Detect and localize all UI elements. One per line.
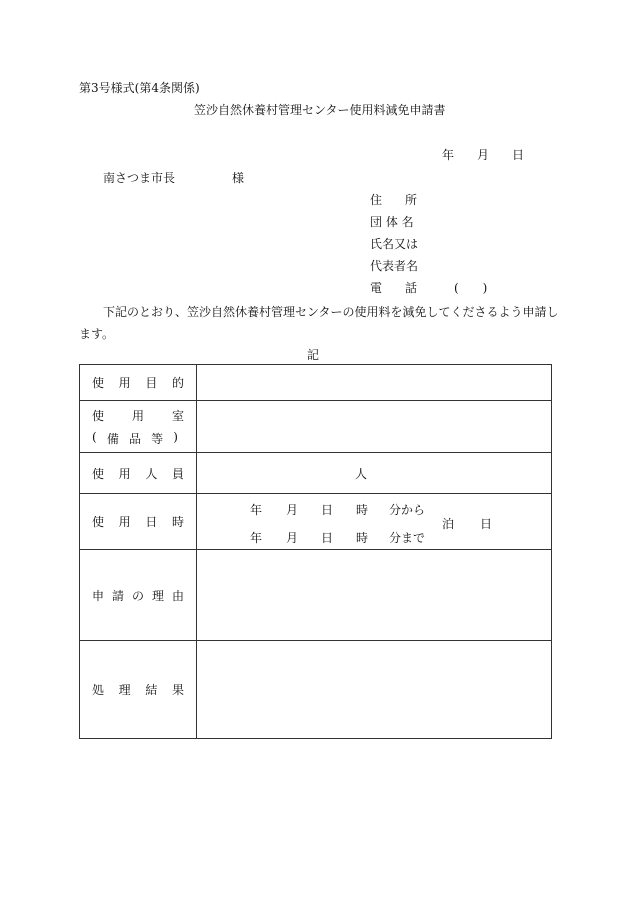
group-name-label: 団 体 名 [370, 215, 414, 229]
application-table [79, 364, 552, 739]
result-label: 処 理 結 果 [92, 683, 184, 697]
datetime-row [80, 494, 552, 550]
dt-to-minute: 分まで [389, 530, 426, 545]
addressee-honorific: 様 [232, 171, 245, 185]
room-field[interactable] [197, 401, 552, 453]
dt-to-month: 月 [286, 530, 299, 545]
purpose-label: 使 用 目 的 [92, 376, 184, 390]
name-or-label: 氏名又は [370, 237, 419, 251]
room-row [80, 401, 552, 453]
phone-label-2: 話 [405, 281, 418, 295]
purpose-field[interactable] [197, 365, 552, 401]
people-row [80, 453, 552, 494]
date-month-label: 月 [477, 148, 490, 162]
dt-from-hour: 時 [356, 502, 369, 517]
people-field[interactable] [197, 453, 552, 494]
room-label: 使 用 室 [92, 408, 184, 423]
datetime-label: 使 用 日 時 [92, 515, 184, 529]
dt-to-day: 日 [321, 530, 334, 545]
people-unit: 人 [355, 466, 368, 481]
phone-label-1: 電 [370, 281, 383, 295]
room-sub-label: ( 備 品 等 ) [92, 429, 178, 446]
reason-field[interactable] [197, 550, 552, 641]
form-number: 第3号様式(第4条関係) [79, 81, 200, 95]
ki-heading: 記 [307, 348, 320, 362]
result-field[interactable] [197, 641, 552, 739]
result-row [80, 641, 552, 739]
purpose-row [80, 365, 552, 401]
representative-label: 代表者名 [370, 259, 419, 273]
stay-day: 日 [480, 516, 493, 531]
dt-to-year: 年 [250, 530, 263, 545]
dt-from-year: 年 [250, 502, 263, 517]
dt-from-minute: 分から [389, 502, 426, 517]
request-text-line1: 下記のとおり、笠沙自然休養村管理センターの使用料を減免してくださるよう申請し [103, 305, 559, 319]
dt-from-day: 日 [321, 502, 334, 517]
phone-parens: ( ) [454, 281, 488, 295]
dt-to-hour: 時 [356, 530, 369, 545]
address-label-1: 住 [370, 193, 383, 207]
reason-row [80, 550, 552, 641]
date-year-label: 年 [442, 148, 455, 162]
addressee-name: 南さつま市長 [103, 171, 176, 185]
datetime-field[interactable] [197, 494, 552, 550]
reason-label: 申 請 の 理 由 [92, 588, 184, 603]
date-day-label: 日 [512, 148, 525, 162]
form-title: 笠沙自然休養村管理センター使用料減免申請書 [194, 103, 446, 117]
address-label-2: 所 [405, 193, 418, 207]
stay-haku: 泊 [442, 516, 455, 531]
dt-from-month: 月 [286, 502, 299, 517]
request-text-line2: ます。 [79, 327, 115, 341]
people-label: 使 用 人 員 [92, 466, 184, 481]
